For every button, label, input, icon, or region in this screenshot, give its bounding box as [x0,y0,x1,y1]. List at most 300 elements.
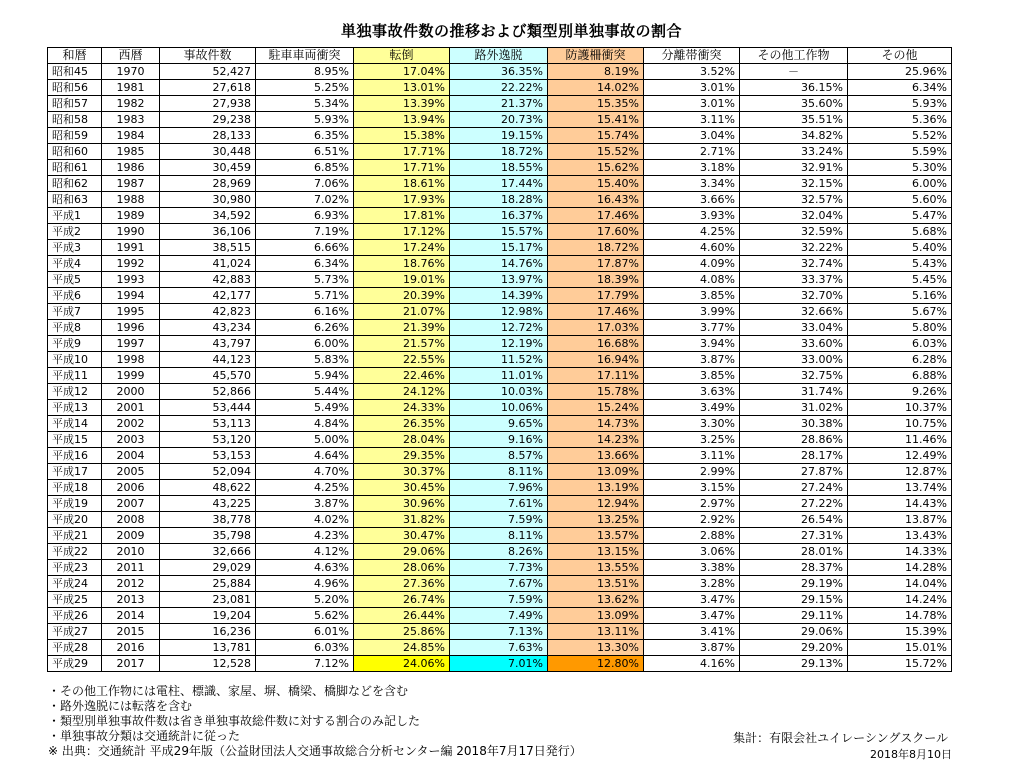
cell-guardrail: 15.62% [548,160,644,176]
cell-guardrail: 14.02% [548,80,644,96]
cell-parked-vehicle: 4.70% [256,464,354,480]
cell-guardrail: 17.60% [548,224,644,240]
cell-road-departure: 36.35% [450,64,548,80]
cell-other: 6.03% [848,336,952,352]
cell-other: 12.49% [848,448,952,464]
cell-other: 5.59% [848,144,952,160]
cell-accident-count: 29,029 [160,560,256,576]
cell-other-structure: 29.20% [740,640,848,656]
table-row [48,64,952,80]
cell-accident-count: 44,123 [160,352,256,368]
cell-seireki: 2009 [102,528,160,544]
table-row [48,176,952,192]
cell-wareki: 昭和59 [48,128,102,144]
cell-guardrail: 13.51% [548,576,644,592]
note-line: ・その他工作物には電柱、標識、家屋、塀、橋梁、橋脚などを含む [48,684,409,698]
cell-guardrail: 13.62% [548,592,644,608]
cell-other-structure: 27.31% [740,528,848,544]
cell-median: 3.94% [644,336,740,352]
cell-fall: 20.39% [354,288,450,304]
cell-other-structure: 32.04% [740,208,848,224]
cell-wareki: 平成26 [48,608,102,624]
header-road-departure: 路外逸脱 [450,48,548,64]
cell-guardrail: 18.72% [548,240,644,256]
cell-guardrail: 13.57% [548,528,644,544]
cell-seireki: 1988 [102,192,160,208]
cell-fall: 13.39% [354,96,450,112]
cell-parked-vehicle: 6.85% [256,160,354,176]
cell-guardrail: 15.78% [548,384,644,400]
cell-fall: 21.07% [354,304,450,320]
cell-median: 3.28% [644,576,740,592]
cell-road-departure: 8.11% [450,464,548,480]
cell-fall: 24.06% [354,656,450,672]
header-fall: 転倒 [354,48,450,64]
cell-parked-vehicle: 6.01% [256,624,354,640]
cell-seireki: 1985 [102,144,160,160]
cell-other: 14.78% [848,608,952,624]
cell-wareki: 平成25 [48,592,102,608]
cell-road-departure: 16.37% [450,208,548,224]
cell-guardrail: 15.74% [548,128,644,144]
cell-other-structure: 32.70% [740,288,848,304]
cell-parked-vehicle: 5.25% [256,80,354,96]
cell-seireki: 1996 [102,320,160,336]
cell-road-departure: 14.76% [450,256,548,272]
cell-fall: 19.01% [354,272,450,288]
cell-median: 3.11% [644,112,740,128]
cell-wareki: 平成28 [48,640,102,656]
cell-median: 3.30% [644,416,740,432]
cell-other: 5.68% [848,224,952,240]
table-row [48,368,952,384]
cell-other: 13.74% [848,480,952,496]
cell-road-departure: 15.57% [450,224,548,240]
note-line: ・類型別単独事故件数は省き単独事故総件数に対する割合のみ記した [48,714,421,728]
cell-median: 3.47% [644,592,740,608]
cell-other: 5.43% [848,256,952,272]
table-row [48,384,952,400]
header-wareki: 和暦 [48,48,102,64]
cell-other: 6.34% [848,80,952,96]
cell-parked-vehicle: 6.34% [256,256,354,272]
cell-parked-vehicle: 4.25% [256,480,354,496]
cell-road-departure: 7.61% [450,496,548,512]
cell-accident-count: 28,969 [160,176,256,192]
table-row [48,352,952,368]
cell-wareki: 平成22 [48,544,102,560]
cell-road-departure: 7.96% [450,480,548,496]
cell-wareki: 平成23 [48,560,102,576]
cell-other-structure: 32.59% [740,224,848,240]
cell-other: 13.43% [848,528,952,544]
cell-guardrail: 13.55% [548,560,644,576]
cell-guardrail: 17.87% [548,256,644,272]
cell-other: 6.00% [848,176,952,192]
cell-road-departure: 11.01% [450,368,548,384]
cell-seireki: 2016 [102,640,160,656]
cell-guardrail: 14.23% [548,432,644,448]
cell-seireki: 1998 [102,352,160,368]
header-median: 分離帯衝突 [644,48,740,64]
cell-other-structure: 29.19% [740,576,848,592]
cell-parked-vehicle: 5.71% [256,288,354,304]
header-other: その他 [848,48,952,64]
table-row [48,128,952,144]
table-row [48,544,952,560]
cell-accident-count: 53,444 [160,400,256,416]
cell-wareki: 平成19 [48,496,102,512]
cell-road-departure: 7.59% [450,592,548,608]
cell-other-structure: 27.22% [740,496,848,512]
cell-guardrail: 13.66% [548,448,644,464]
cell-wareki: 昭和56 [48,80,102,96]
cell-accident-count: 19,204 [160,608,256,624]
header-seireki: 西暦 [102,48,160,64]
cell-parked-vehicle: 7.19% [256,224,354,240]
cell-wareki: 平成5 [48,272,102,288]
cell-seireki: 1991 [102,240,160,256]
cell-wareki: 昭和45 [48,64,102,80]
page-title: 単独事故件数の推移および類型別単独事故の割合 [340,22,682,40]
cell-parked-vehicle: 7.06% [256,176,354,192]
header-parked-vehicle: 駐車車両衝突 [256,48,354,64]
cell-median: 3.52% [644,64,740,80]
cell-median: 3.25% [644,432,740,448]
cell-median: 3.41% [644,624,740,640]
table-row [48,224,952,240]
cell-other-structure: 35.51% [740,112,848,128]
cell-parked-vehicle: 7.12% [256,656,354,672]
cell-wareki: 平成27 [48,624,102,640]
cell-fall: 17.24% [354,240,450,256]
cell-median: 3.93% [644,208,740,224]
cell-other: 6.28% [848,352,952,368]
cell-wareki: 平成17 [48,464,102,480]
cell-parked-vehicle: 6.00% [256,336,354,352]
cell-fall: 21.57% [354,336,450,352]
cell-other-structure: － [740,64,848,80]
cell-road-departure: 18.55% [450,160,548,176]
cell-road-departure: 8.57% [450,448,548,464]
cell-fall: 21.39% [354,320,450,336]
table-row [48,240,952,256]
cell-wareki: 平成24 [48,576,102,592]
cell-other: 5.36% [848,112,952,128]
cell-accident-count: 43,234 [160,320,256,336]
cell-road-departure: 15.17% [450,240,548,256]
cell-guardrail: 18.39% [548,272,644,288]
cell-fall: 28.06% [354,560,450,576]
table-row [48,304,952,320]
table-row [48,288,952,304]
cell-parked-vehicle: 4.23% [256,528,354,544]
cell-road-departure: 12.19% [450,336,548,352]
cell-other: 25.96% [848,64,952,80]
table-row [48,656,952,672]
cell-seireki: 1970 [102,64,160,80]
cell-median: 3.85% [644,368,740,384]
credit: 集計：有限会社ユイレーシングスクール [733,731,948,745]
cell-parked-vehicle: 5.94% [256,368,354,384]
table-row [48,512,952,528]
table-row [48,400,952,416]
table-row [48,640,952,656]
cell-other-structure: 31.02% [740,400,848,416]
cell-other-structure: 33.37% [740,272,848,288]
cell-accident-count: 27,938 [160,96,256,112]
table-row [48,320,952,336]
cell-median: 3.87% [644,640,740,656]
cell-accident-count: 42,177 [160,288,256,304]
cell-fall: 13.01% [354,80,450,96]
cell-median: 2.97% [644,496,740,512]
cell-other: 15.39% [848,624,952,640]
cell-median: 3.15% [644,480,740,496]
cell-fall: 17.12% [354,224,450,240]
cell-other-structure: 32.66% [740,304,848,320]
cell-accident-count: 35,798 [160,528,256,544]
cell-other-structure: 27.24% [740,480,848,496]
cell-seireki: 1987 [102,176,160,192]
cell-other: 11.46% [848,432,952,448]
cell-guardrail: 12.94% [548,496,644,512]
cell-fall: 25.86% [354,624,450,640]
cell-wareki: 昭和63 [48,192,102,208]
cell-road-departure: 9.65% [450,416,548,432]
cell-accident-count: 53,113 [160,416,256,432]
cell-fall: 24.85% [354,640,450,656]
cell-other-structure: 31.74% [740,384,848,400]
cell-other: 5.45% [848,272,952,288]
table-row [48,560,952,576]
cell-seireki: 1981 [102,80,160,96]
cell-other: 10.37% [848,400,952,416]
cell-wareki: 平成12 [48,384,102,400]
cell-other-structure: 32.91% [740,160,848,176]
cell-other: 15.01% [848,640,952,656]
table-row [48,608,952,624]
cell-guardrail: 16.94% [548,352,644,368]
cell-road-departure: 21.37% [450,96,548,112]
cell-road-departure: 7.67% [450,576,548,592]
cell-road-departure: 7.63% [450,640,548,656]
cell-guardrail: 13.19% [548,480,644,496]
header-guardrail: 防護柵衝突 [548,48,644,64]
table-row [48,464,952,480]
cell-median: 2.88% [644,528,740,544]
cell-fall: 18.61% [354,176,450,192]
cell-guardrail: 13.11% [548,624,644,640]
cell-fall: 30.45% [354,480,450,496]
cell-guardrail: 17.79% [548,288,644,304]
cell-guardrail: 13.09% [548,608,644,624]
cell-wareki: 昭和57 [48,96,102,112]
cell-median: 2.99% [644,464,740,480]
cell-other: 12.87% [848,464,952,480]
table-row [48,192,952,208]
cell-fall: 24.33% [354,400,450,416]
cell-seireki: 1982 [102,96,160,112]
table-row [48,336,952,352]
cell-guardrail: 16.43% [548,192,644,208]
cell-median: 3.34% [644,176,740,192]
cell-road-departure: 7.13% [450,624,548,640]
cell-guardrail: 15.40% [548,176,644,192]
cell-wareki: 平成10 [48,352,102,368]
cell-other-structure: 33.60% [740,336,848,352]
header-other-structure: その他工作物 [740,48,848,64]
table-row [48,96,952,112]
cell-guardrail: 14.73% [548,416,644,432]
cell-median: 3.06% [644,544,740,560]
cell-wareki: 昭和60 [48,144,102,160]
table-row [48,592,952,608]
cell-road-departure: 7.73% [450,560,548,576]
cell-road-departure: 10.06% [450,400,548,416]
cell-other-structure: 36.15% [740,80,848,96]
cell-other-structure: 34.82% [740,128,848,144]
cell-accident-count: 42,823 [160,304,256,320]
cell-other-structure: 29.11% [740,608,848,624]
cell-seireki: 1989 [102,208,160,224]
cell-other-structure: 33.04% [740,320,848,336]
cell-fall: 18.76% [354,256,450,272]
cell-seireki: 1999 [102,368,160,384]
cell-accident-count: 52,427 [160,64,256,80]
cell-accident-count: 12,528 [160,656,256,672]
cell-fall: 26.44% [354,608,450,624]
cell-other: 5.52% [848,128,952,144]
cell-median: 3.01% [644,80,740,96]
cell-parked-vehicle: 5.62% [256,608,354,624]
cell-seireki: 2017 [102,656,160,672]
cell-guardrail: 13.25% [548,512,644,528]
cell-median: 3.38% [644,560,740,576]
cell-parked-vehicle: 3.87% [256,496,354,512]
cell-seireki: 2000 [102,384,160,400]
cell-wareki: 平成15 [48,432,102,448]
cell-other: 5.93% [848,96,952,112]
cell-parked-vehicle: 6.03% [256,640,354,656]
cell-accident-count: 52,094 [160,464,256,480]
cell-seireki: 2008 [102,512,160,528]
table-row [48,256,952,272]
cell-median: 3.77% [644,320,740,336]
cell-seireki: 2013 [102,592,160,608]
cell-fall: 17.93% [354,192,450,208]
cell-accident-count: 32,666 [160,544,256,560]
cell-parked-vehicle: 6.35% [256,128,354,144]
table-row [48,272,952,288]
cell-wareki: 昭和58 [48,112,102,128]
cell-road-departure: 18.28% [450,192,548,208]
cell-other-structure: 26.54% [740,512,848,528]
cell-other-structure: 29.13% [740,656,848,672]
cell-accident-count: 53,120 [160,432,256,448]
cell-parked-vehicle: 4.64% [256,448,354,464]
cell-other: 6.88% [848,368,952,384]
cell-fall: 29.06% [354,544,450,560]
cell-parked-vehicle: 5.34% [256,96,354,112]
cell-seireki: 2006 [102,480,160,496]
cell-fall: 30.96% [354,496,450,512]
cell-median: 4.09% [644,256,740,272]
cell-other-structure: 27.87% [740,464,848,480]
cell-fall: 26.74% [354,592,450,608]
cell-road-departure: 19.15% [450,128,548,144]
cell-guardrail: 17.46% [548,304,644,320]
cell-other: 14.43% [848,496,952,512]
cell-median: 3.66% [644,192,740,208]
cell-seireki: 2012 [102,576,160,592]
cell-seireki: 2010 [102,544,160,560]
cell-other: 10.75% [848,416,952,432]
cell-wareki: 平成9 [48,336,102,352]
cell-accident-count: 41,024 [160,256,256,272]
cell-parked-vehicle: 8.95% [256,64,354,80]
cell-parked-vehicle: 7.02% [256,192,354,208]
cell-seireki: 2001 [102,400,160,416]
cell-median: 3.87% [644,352,740,368]
cell-accident-count: 43,797 [160,336,256,352]
cell-wareki: 平成11 [48,368,102,384]
cell-other: 5.80% [848,320,952,336]
cell-fall: 22.46% [354,368,450,384]
cell-fall: 15.38% [354,128,450,144]
cell-guardrail: 17.46% [548,208,644,224]
date: 2018年8月10日 [870,748,952,761]
cell-accident-count: 42,883 [160,272,256,288]
table-row [48,160,952,176]
cell-parked-vehicle: 4.02% [256,512,354,528]
cell-fall: 17.71% [354,144,450,160]
cell-seireki: 2004 [102,448,160,464]
cell-parked-vehicle: 4.96% [256,576,354,592]
cell-other-structure: 33.00% [740,352,848,368]
cell-fall: 17.71% [354,160,450,176]
cell-wareki: 平成1 [48,208,102,224]
cell-other: 14.24% [848,592,952,608]
cell-road-departure: 8.11% [450,528,548,544]
cell-median: 3.47% [644,608,740,624]
cell-wareki: 平成29 [48,656,102,672]
cell-accident-count: 28,133 [160,128,256,144]
cell-wareki: 平成2 [48,224,102,240]
cell-other-structure: 28.86% [740,432,848,448]
cell-parked-vehicle: 4.84% [256,416,354,432]
cell-other: 5.67% [848,304,952,320]
note-line: ・路外逸脱には転落を含む [48,699,193,713]
cell-wareki: 平成13 [48,400,102,416]
cell-seireki: 2014 [102,608,160,624]
cell-other-structure: 33.24% [740,144,848,160]
cell-road-departure: 7.49% [450,608,548,624]
table-body [48,64,952,672]
cell-median: 3.11% [644,448,740,464]
cell-parked-vehicle: 6.66% [256,240,354,256]
header-accident-count: 事故件数 [160,48,256,64]
cell-other-structure: 35.60% [740,96,848,112]
cell-median: 3.04% [644,128,740,144]
cell-parked-vehicle: 6.26% [256,320,354,336]
cell-wareki: 平成6 [48,288,102,304]
cell-median: 4.60% [644,240,740,256]
cell-accident-count: 45,570 [160,368,256,384]
cell-road-departure: 10.03% [450,384,548,400]
cell-other-structure: 32.75% [740,368,848,384]
note-line: ・単独事故分類は交通統計に従った [48,729,241,743]
